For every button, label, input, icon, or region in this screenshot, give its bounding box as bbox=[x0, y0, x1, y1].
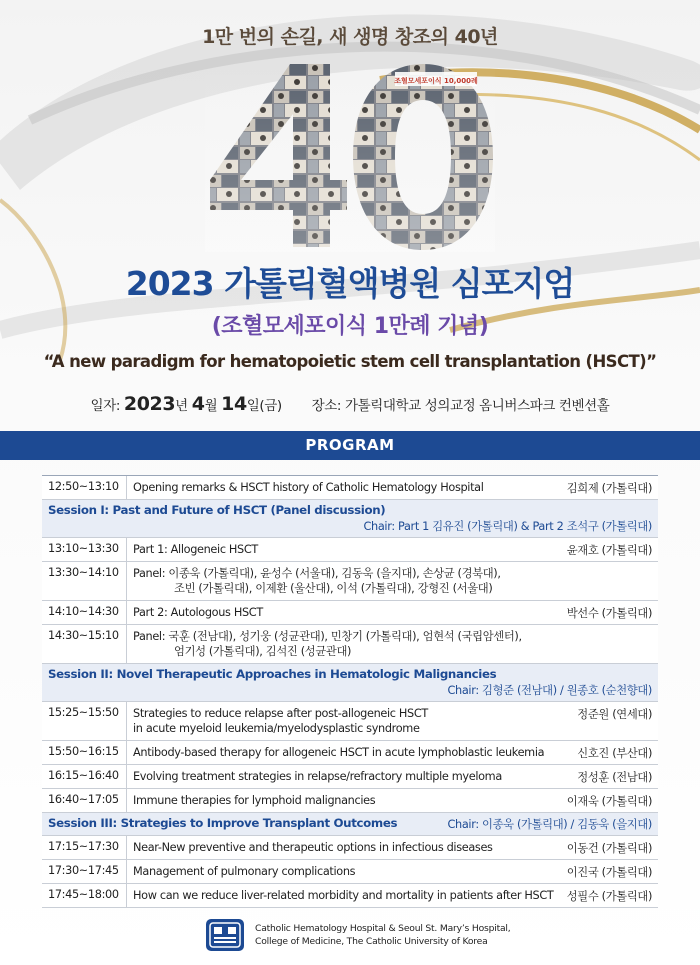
table-row bbox=[42, 884, 658, 908]
photo-banner-text: 조혈모세포이식 10,000례 bbox=[394, 77, 478, 85]
table-row bbox=[42, 741, 658, 765]
panel-line: Panel: 국훈 (전남대), 성기웅 (성균관대), 민창기 (가톨릭대), 엄현석 (국립암센터), bbox=[133, 630, 522, 643]
session-title: Session I: Past and Future of HSCT (Panel discussion) bbox=[48, 503, 386, 517]
row-speaker: 윤재호 (가톨릭대) bbox=[566, 544, 652, 557]
footer-line-2: College of Medicine, The Catholic University of Korea bbox=[255, 936, 488, 947]
row-time: 17:45~18:00 bbox=[42, 884, 127, 907]
date-month-unit: 월 bbox=[204, 398, 218, 414]
row-topic bbox=[127, 625, 658, 663]
row-time: 15:50~16:15 bbox=[42, 741, 127, 764]
anniversary-40-photo-collage bbox=[205, 62, 495, 252]
row-topic: Immune therapies for lymphoid malignancies bbox=[133, 794, 376, 807]
table-row bbox=[42, 476, 658, 500]
row-time: 16:15~16:40 bbox=[42, 765, 127, 788]
panel-line: Panel: 이종욱 (가톨릭대), 윤성수 (서울대), 김동욱 (을지대), 손상균 (경북대), bbox=[133, 567, 501, 580]
session-chair: Chair: 이종욱 (가톨릭대) / 김동욱 (을지대) bbox=[447, 818, 652, 831]
table-row bbox=[42, 860, 658, 884]
row-speaker: 김희제 (가톨릭대) bbox=[566, 482, 652, 495]
footer-text bbox=[255, 922, 510, 948]
row-topic: Antibody-based therapy for allogeneic HSCT in acute lymphoblastic leukemia bbox=[133, 746, 545, 759]
row-speaker: 이재욱 (가톨릭대) bbox=[566, 795, 652, 808]
date-venue-line bbox=[0, 393, 700, 415]
row-time: 17:15~17:30 bbox=[42, 836, 127, 859]
topic-line: in acute myeloid leukemia/myelodysplastic syndrome bbox=[133, 722, 420, 735]
date-label: 일자: bbox=[90, 398, 120, 414]
row-speaker: 신호진 (부산대) bbox=[577, 747, 652, 760]
date-day: 14 bbox=[221, 393, 247, 415]
table-row bbox=[42, 789, 658, 813]
tagline: 1만 번의 손길, 새 생명 창조의 40년 bbox=[202, 26, 498, 48]
session-2-header bbox=[42, 664, 658, 702]
session-title: Session II: Novel Therapeutic Approaches in Hematologic Malignancies bbox=[48, 667, 497, 681]
table-row bbox=[42, 702, 658, 741]
row-speaker: 정준원 (연세대) bbox=[577, 708, 652, 721]
date-month: 4 bbox=[191, 393, 205, 415]
row-time: 13:10~13:30 bbox=[42, 538, 127, 561]
theme-quote: “A new paradigm for hematopoietic stem cell transplantation (HSCT)” bbox=[43, 352, 657, 371]
row-speaker: 정성훈 (전남대) bbox=[577, 771, 652, 784]
row-speaker: 이동건 (가톨릭대) bbox=[566, 842, 652, 855]
row-time: 13:30~14:10 bbox=[42, 562, 127, 600]
table-row bbox=[42, 765, 658, 789]
venue-label: 장소: bbox=[311, 398, 342, 414]
row-topic bbox=[127, 562, 658, 600]
row-time: 12:50~13:10 bbox=[42, 476, 127, 499]
row-speaker: 이진국 (가톨릭대) bbox=[566, 866, 652, 879]
panel-line: 조빈 (가톨릭대), 이제환 (울산대), 이석 (가톨릭대), 강형진 (서울대) bbox=[174, 582, 493, 595]
row-time: 16:40~17:05 bbox=[42, 789, 127, 812]
row-topic: Near-New preventive and therapeutic options in infectious diseases bbox=[133, 841, 493, 854]
session-chair: Chair: 김형준 (전남대) / 원종호 (순천향대) bbox=[447, 684, 652, 697]
venue-name: 가톨릭대학교 성의교정 옴니버스파크 컨벤션홀 bbox=[344, 398, 610, 414]
row-topic: Management of pulmonary complications bbox=[133, 865, 356, 878]
table-row bbox=[42, 538, 658, 562]
session-title: Session III: Strategies to Improve Transplant Outcomes bbox=[48, 816, 398, 830]
row-speaker: 박선수 (가톨릭대) bbox=[566, 607, 652, 620]
table-row bbox=[42, 601, 658, 625]
page-title: 2023 가톨릭혈액병원 심포지엄 bbox=[125, 264, 575, 303]
hospital-logo-icon bbox=[205, 918, 245, 952]
table-row bbox=[42, 625, 658, 664]
session-chair: Chair: Part 1 김유진 (가톨릭대) & Part 2 조석구 (가톨릭대) bbox=[363, 520, 652, 533]
row-topic: Part 2: Autologous HSCT bbox=[133, 606, 263, 619]
row-time: 14:30~15:10 bbox=[42, 625, 127, 663]
row-speaker: 성필수 (가톨릭대) bbox=[566, 890, 652, 903]
program-heading: PROGRAM bbox=[0, 431, 700, 460]
panel-line: 엄기성 (가톨릭대), 김석진 (성균관대) bbox=[174, 645, 352, 658]
row-topic: Part 1: Allogeneic HSCT bbox=[133, 543, 258, 556]
footer-line-1: Catholic Hematology Hospital & Seoul St. Mary’s Hospital, bbox=[255, 923, 511, 934]
session-1-header bbox=[42, 500, 658, 538]
page-subtitle: (조혈모세포이식 1만례 기념) bbox=[211, 314, 489, 339]
program-table bbox=[42, 475, 658, 908]
date-year-unit: 년 bbox=[175, 398, 188, 414]
date-year: 2023 bbox=[123, 393, 176, 415]
table-row bbox=[42, 836, 658, 860]
row-time: 17:30~17:45 bbox=[42, 860, 127, 883]
session-3-header bbox=[42, 813, 658, 836]
row-topic: How can we reduce liver-related morbidity and mortality in patients after HSCT bbox=[133, 889, 554, 902]
row-topic: Opening remarks & HSCT history of Catholic Hematology Hospital bbox=[133, 481, 484, 494]
row-time: 15:25~15:50 bbox=[42, 702, 127, 740]
footer bbox=[205, 918, 510, 952]
topic-line: Strategies to reduce relapse after post-allogeneic HSCT bbox=[133, 707, 428, 720]
row-time: 14:10~14:30 bbox=[42, 601, 127, 624]
row-topic: Evolving treatment strategies in relapse/refractory multiple myeloma bbox=[133, 770, 502, 783]
table-row bbox=[42, 562, 658, 601]
date-day-unit: 일(금) bbox=[246, 398, 282, 414]
